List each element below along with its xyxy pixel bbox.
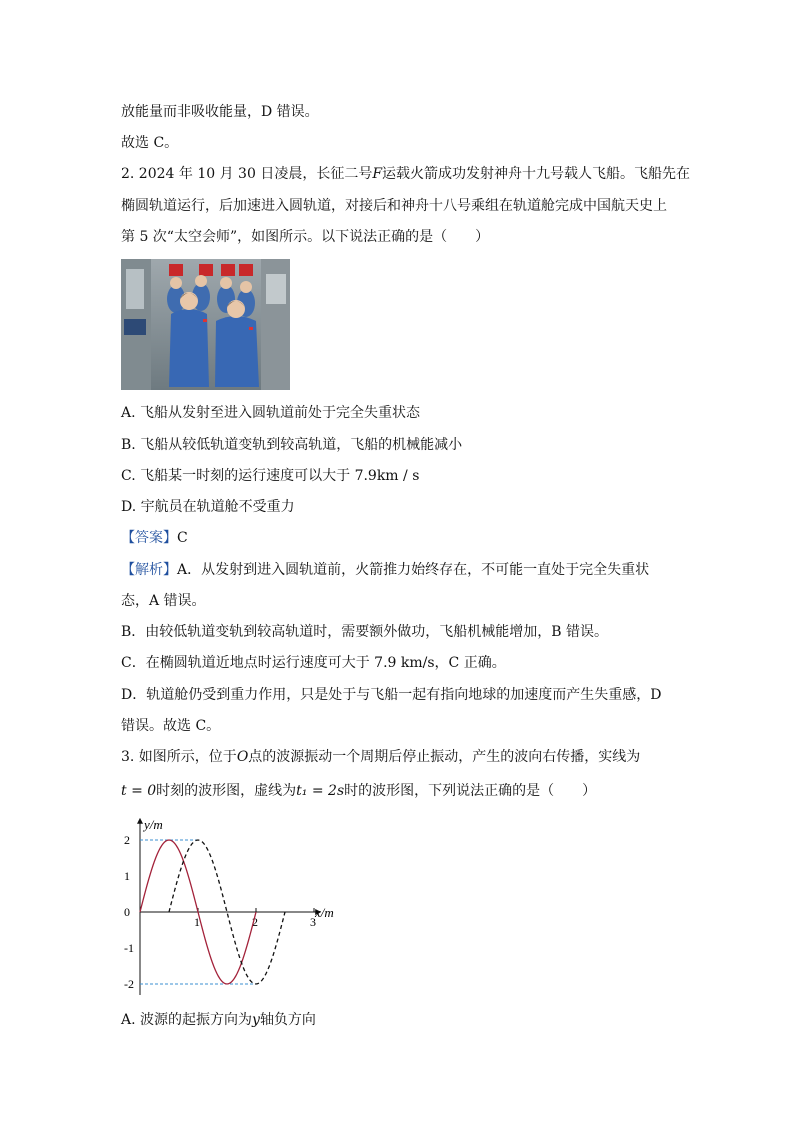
q3-point-O: O	[236, 749, 249, 765]
x-tick-label: 1	[194, 915, 200, 929]
analysis-line-4: C．在椭圆轨道近地点时运行速度可大于 7.9 km/s，C 正确。	[121, 655, 506, 671]
analysis-tag: 【解析】	[121, 562, 177, 578]
y-tick-label: -2	[124, 977, 134, 991]
answer-tag: 【答案】	[121, 530, 177, 546]
q3-text-b: 点的波源振动一个周期后停止振动，产生的波向右传播，实线为	[248, 749, 641, 765]
answer-line	[121, 528, 188, 548]
question-2-line-1	[121, 164, 690, 184]
q3-opt-a-y: y	[252, 1012, 260, 1028]
option-d: D. 宇航员在轨道舱不受重力	[121, 499, 295, 515]
option-a: A. 飞船从发射至进入圆轨道前处于完全失重状态	[121, 405, 421, 421]
q3-opt-a-text-b: 轴负方向	[259, 1012, 316, 1028]
question-2-line-3: 第 5 次“太空会师”，如图所示。以下说法正确的是（ ）	[121, 229, 490, 245]
analysis-line-2: 态，A 错误。	[121, 593, 206, 609]
q3-text-d: 时的波形图，下列说法正确的是（ ）	[344, 783, 597, 799]
question-2-line-2: 椭圆轨道运行，后加速进入圆轨道，对接后和神舟十八号乘组在轨道舱完成中国航天史上	[121, 198, 667, 214]
analysis-line-6: 错误。故选 C。	[121, 718, 221, 734]
option-b: B. 飞船从较低轨道变轨到较高轨道，飞船的机械能减小	[121, 437, 463, 453]
q2-rocket-F: F	[372, 166, 383, 182]
q3-option-a	[121, 1010, 316, 1030]
answer-value: C	[177, 530, 188, 546]
q2-text-b: 运载火箭成功发射神舟十九号载人飞船。飞船先在	[382, 166, 691, 182]
q3-text-a: 3. 如图所示，位于	[121, 749, 237, 765]
question-3-line-1	[121, 747, 640, 767]
q2-text-a: 2. 2024 年 10 月 30 日凌晨，长征二号	[121, 166, 373, 182]
wave-graph	[120, 815, 350, 1000]
q3-text-c: 时刻的波形图，虚线为	[156, 783, 297, 799]
x-tick-label: 2	[252, 915, 258, 929]
line-2: 故选 C。	[121, 135, 179, 151]
analysis-line-5: D．轨道舱仍受到重力作用，只是处于与飞船一起有指向地球的加速度而产生失重感，D	[121, 687, 662, 703]
analysis-line-3: B．由较低轨道变轨到较高轨道时，需要额外做功，飞船机械能增加，B 错误。	[121, 624, 609, 640]
analysis-line-1	[121, 560, 649, 580]
x-tick-label: 3	[310, 915, 316, 929]
q3-t0: t = 0	[121, 783, 157, 799]
x-axis-label: x/m	[315, 905, 334, 920]
option-c: C. 飞船某一时刻的运行速度可以大于 7.9km / s	[121, 468, 420, 484]
line-1: 放能量而非吸收能量，D 错误。	[121, 104, 319, 120]
q3-t1: t₁ = 2s	[296, 783, 345, 799]
y-tick-label: 1	[124, 869, 130, 883]
y-axis-label: y/m	[144, 817, 163, 832]
y-tick-label: -1	[124, 941, 134, 955]
y-tick-label: 0	[124, 905, 130, 919]
q3-opt-a-text-a: A. 波源的起振方向为	[121, 1012, 253, 1028]
analysis-text-1: A．从发射到进入圆轨道前，火箭推力始终存在，不可能一直处于完全失重状	[177, 562, 650, 578]
question-3-line-2	[121, 781, 596, 801]
y-tick-label: 2	[124, 833, 130, 847]
astronauts-photo	[121, 259, 290, 390]
